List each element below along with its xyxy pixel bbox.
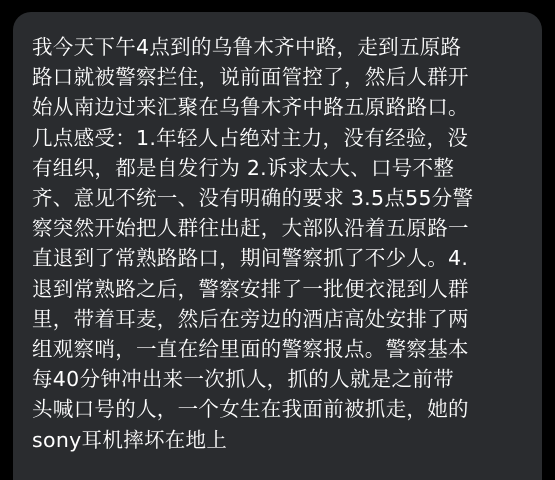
- message-line: sony耳机摔坏在地上: [32, 427, 228, 452]
- message-line: 有组织，都是自发行为 2.诉求太大、口号不整: [32, 155, 455, 180]
- message-bubble[interactable]: [13, 12, 542, 480]
- message-line: 每40分钟冲出来一次抓人，抓的人就是之前带: [32, 367, 454, 392]
- message-line: 组观察哨，一直在给里面的警察报点。警察基本: [32, 337, 469, 362]
- message-text: [32, 32, 528, 455]
- message-line: 头喊口号的人，一个女生在我面前被抓走，她的: [32, 397, 469, 422]
- message-line: 齐、意见不统一、没有明确的要求 3.5点55分警: [32, 186, 474, 211]
- message-line: 我今天下午4点到的乌鲁木齐中路，走到五原路: [32, 35, 462, 59]
- message-line: 几点感受：1.年轻人占绝对主力，没有经验，没: [32, 125, 469, 150]
- message-line: 里，带着耳麦，然后在旁边的酒店高处安排了两: [32, 306, 469, 331]
- message-line: 退到常熟路之后，警察安排了一批便衣混到人群: [32, 276, 469, 301]
- message-line: 察突然开始把人群往出赶，大部队沿着五原路一: [32, 216, 469, 241]
- message-line: 始从南边过来汇聚在乌鲁木齐中路五原路路口。: [32, 95, 469, 120]
- message-line: 路口就被警察拦住，说前面管控了，然后人群开: [32, 65, 469, 90]
- message-line: 直退到了常熟路路口，期间警察抓了不少人。4.: [32, 246, 469, 271]
